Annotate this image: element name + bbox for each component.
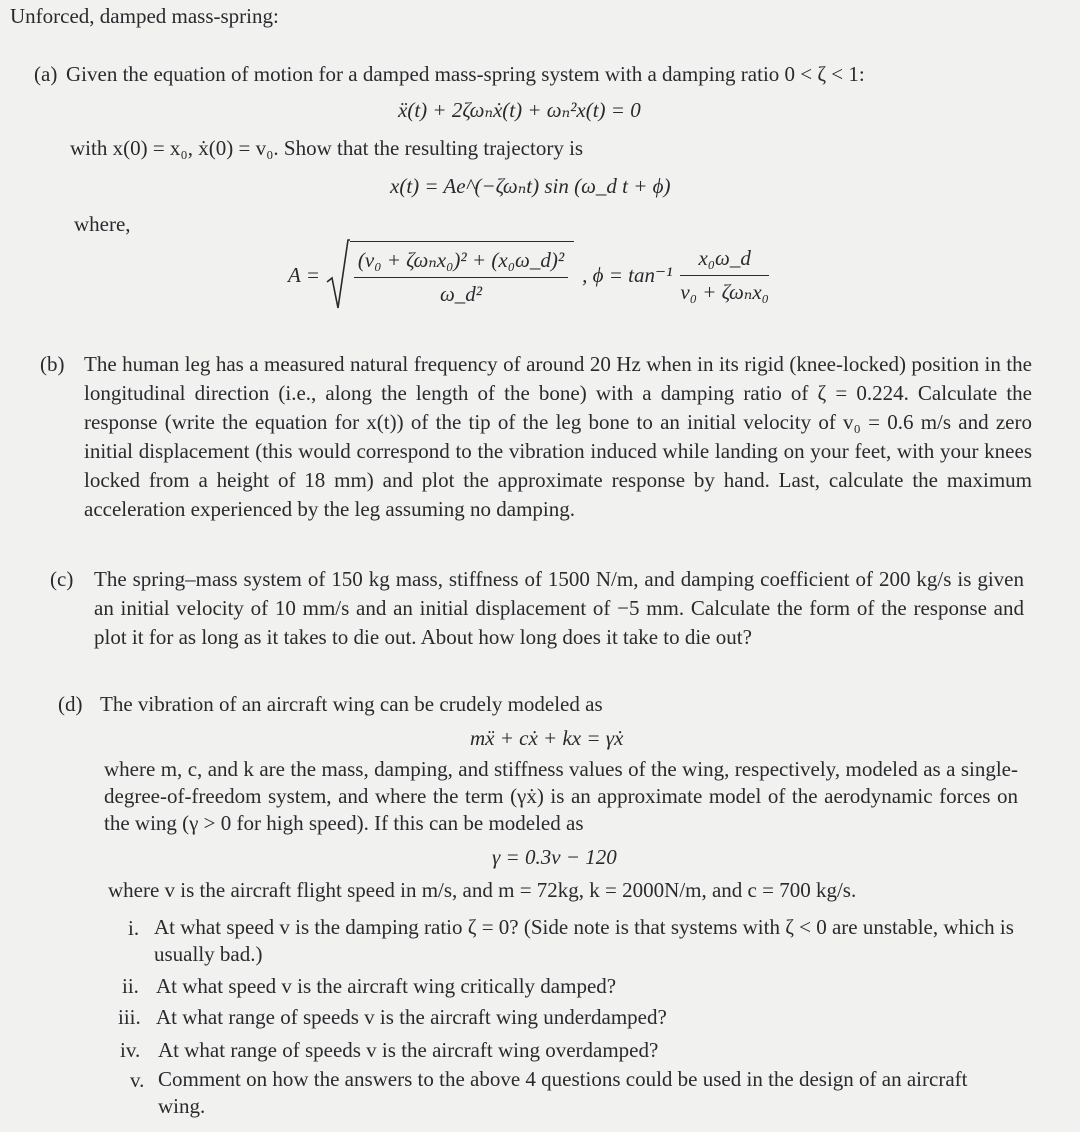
part-b-label: (b) (40, 352, 65, 376)
question-v-text: Comment on how the answers to the above 4 questions could be used in the design of an aircraft wing. (158, 1067, 968, 1118)
part-a-initial-conditions: with x(0) = x₀, ẋ(0) = v₀. Show that the resulting trajectory is (70, 136, 584, 160)
question-iv-text: At what range of speeds v is the aircraft wing overdamped? (158, 1038, 659, 1062)
part-d-text: where m, c, and k are the mass, damping, and stiffness values of the wing, respectively, modeled as a single-degree-of-freedom system, and where the term (γẋ) is an approximate model of the aerodynamic forces on the wing (γ > 0 for high speed). If this can be modeled as (104, 757, 1018, 835)
amplitude-denominator: ω_d² (439, 282, 483, 306)
question-ii-label: ii. (122, 974, 139, 998)
amplitude-numerator: (v₀ + ζωₙx₀)² + (x₀ω_d)² (354, 246, 568, 278)
phase-lhs: , ϕ = tan⁻¹ (582, 262, 673, 287)
question-iii-label: iii. (118, 1005, 141, 1029)
question-iv-label: iv. (120, 1038, 141, 1062)
phase-denominator: v₀ + ζωₙx₀ (680, 279, 769, 304)
question-i-text: At what speed v is the damping ratio ζ = 0? (Side note is that systems with ζ < 0 are unstable, which is usually bad.) (154, 915, 1014, 966)
part-a-trajectory: x(t) = Ae^(−ζωₙt) sin (ω_d t + ϕ) (390, 174, 671, 198)
question-ii-text: At what speed v is the aircraft wing critically damped? (156, 974, 617, 998)
part-d-label: (d) (58, 692, 83, 716)
question-iii-text: At what range of speeds v is the aircraft wing underdamped? (156, 1005, 667, 1029)
phase-fraction (680, 244, 769, 307)
part-d-given: where v is the aircraft flight speed in m/s, and m = 72kg, k = 2000N/m, and c = 700 kg/s. (108, 878, 857, 902)
question-v-label: v. (130, 1068, 145, 1092)
part-a-equation-of-motion: ẍ(t) + 2ζωₙẋ(t) + ωₙ²x(t) = 0 (398, 98, 641, 122)
part-d-equation: mẍ + cẋ + kx = γẋ (470, 726, 624, 750)
part-a-where: where, (74, 212, 131, 236)
phase-numerator: x₀ω_d (680, 244, 769, 276)
question-i-label: i. (128, 916, 140, 940)
part-a-label: (a) (34, 62, 58, 86)
part-c-label: (c) (50, 567, 74, 591)
part-a-intro: Given the equation of motion for a damped mass-spring system with a damping ratio 0 < ζ < 1: (66, 62, 865, 86)
part-d-gamma-equation: γ = 0.3v − 120 (492, 845, 617, 869)
part-b-text: The human leg has a measured natural frequency of around 20 Hz when in its rigid (knee-locked) position in the longitudinal direction (i.e., along the length of the bone) with a damping ratio of ζ = 0.224. Calculate the response (write the equation for x(t)) of the tip of the leg bone to an initial velocity of v₀ = 0.6 m/s and zero initial displacement (this would correspond to the vibration induced while landing on your feet, with your knees locked from a height of 18 mm) and plot the approximate response by hand. Last, calculate the maximum acceleration experienced by the leg assuming no damping. (84, 352, 1032, 521)
amplitude-formula (288, 238, 769, 312)
sqrt-symbol (326, 238, 574, 312)
part-c-text: The spring–mass system of 150 kg mass, stiffness of 1500 N/m, and damping coefficient of 200 kg/s is given an initial velocity of 10 mm/s and an initial displacement of −5 mm. Calculate the form of the response and plot it for as long as it takes to die out. About how long does it take to die out? (94, 567, 1024, 649)
part-d-intro: The vibration of an aircraft wing can be crudely modeled as (100, 692, 603, 716)
amplitude-fraction (354, 246, 568, 309)
heading: Unforced, damped mass-spring: (10, 4, 279, 28)
amplitude-lhs: A = (288, 262, 320, 287)
